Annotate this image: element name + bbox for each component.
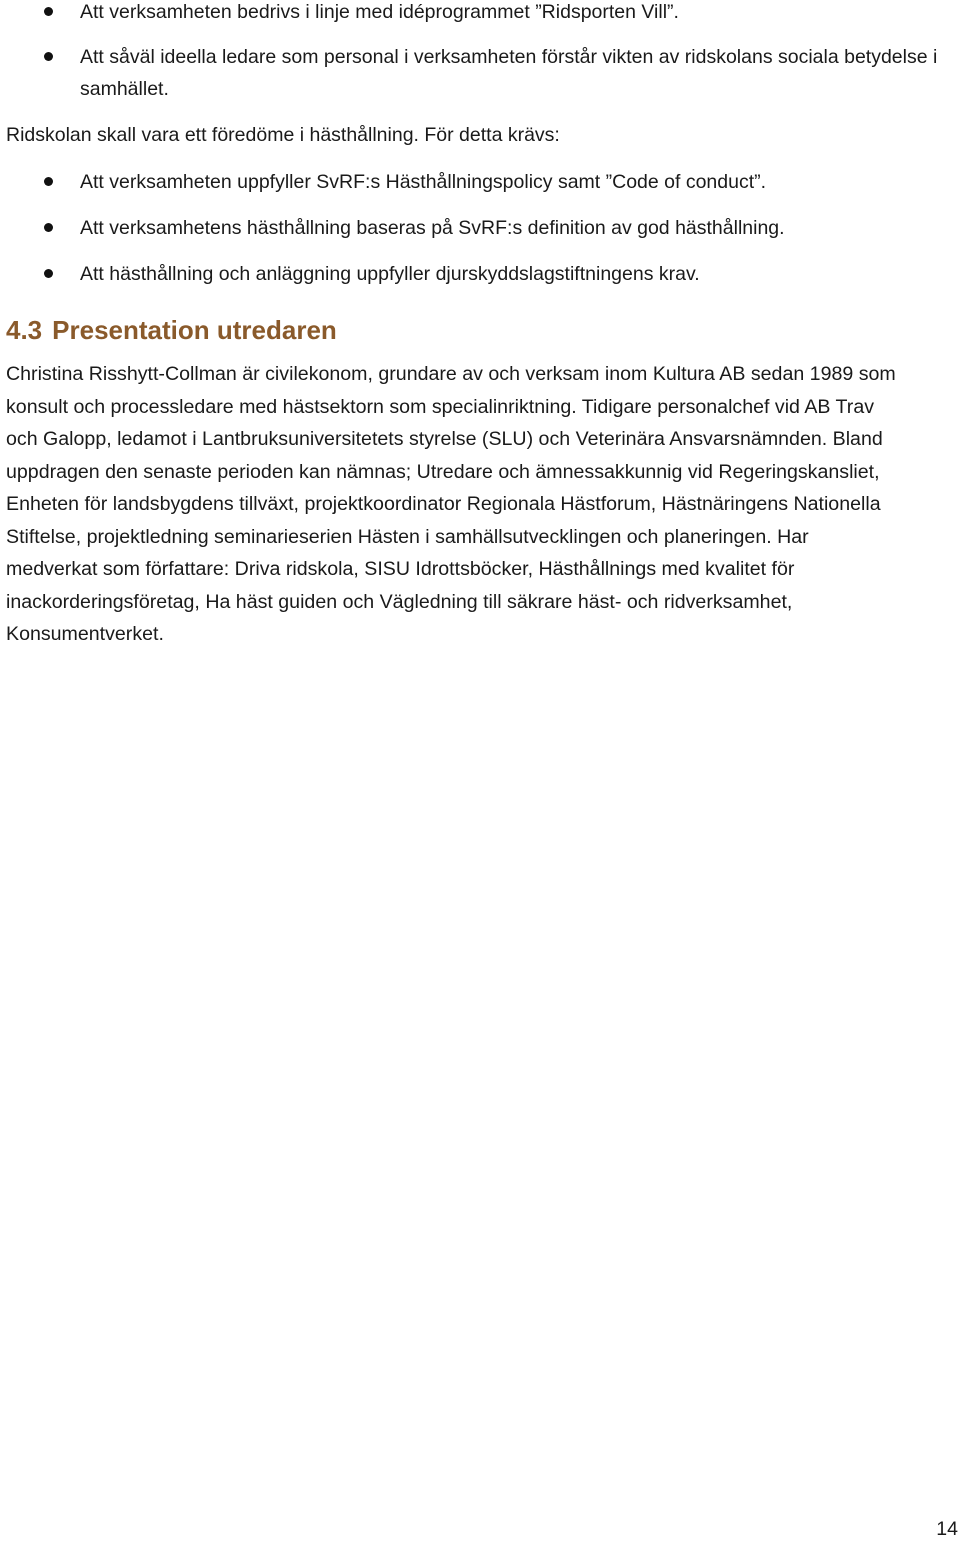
paragraph-line: konsult och processledare med hästsektorn som specialinriktning. Tidigare personalchef vid AB Trav — [6, 395, 875, 418]
bullet-icon — [44, 269, 53, 278]
section-number: 4.3 — [6, 315, 43, 345]
bullet-icon — [44, 223, 53, 232]
section-paragraph — [6, 358, 960, 651]
list-item-text: Att verksamhetens hästhållning baseras på SvRF:s definition av god hästhållning. — [80, 217, 785, 239]
paragraph-line: inackorderingsföretag, Ha häst guiden och Vägledning till säkrare häst- och ridverksamhet, — [6, 590, 793, 613]
paragraph-line: medverkat som författare: Driva ridskola, SISU Idrottsböcker, Hästhållnings med kvalitet för — [6, 558, 795, 580]
paragraph-line: uppdragen den senaste perioden kan nämnas; Utredare och ämnessakkunnig vid Regeringskansliet, — [6, 460, 880, 483]
paragraph-line: Christina Risshytt-Collman är civilekonom, grundare av och verksam inom Kultura AB sedan 1989 som — [6, 363, 896, 385]
section-title: Presentation utredaren — [52, 315, 337, 345]
list-item-text: Att verksamheten uppfyller SvRF:s Hästhållningspolicy samt ”Code of conduct”. — [80, 171, 767, 193]
paragraph-line: Enheten för landsbygdens tillväxt, projektkoordinator Regionala Hästforum, Hästnäringens Nationella — [6, 493, 881, 515]
bullet-icon — [44, 52, 53, 61]
intro-line: Ridskolan skall vara ett föredöme i hästhållning. För detta krävs: — [6, 124, 560, 146]
list-item-text: Att hästhållning och anläggning uppfyller djurskyddslagstiftningens krav. — [80, 263, 700, 285]
section-heading — [6, 312, 337, 348]
list-item-text: Att verksamheten bedrivs i linje med idéprogrammet ”Ridsporten Vill”. — [80, 1, 679, 23]
paragraph-line: Konsumentverket. — [6, 623, 164, 645]
bullet-icon — [44, 177, 53, 186]
paragraph-line: och Galopp, ledamot i Lantbruksuniversitetets styrelse (SLU) och Veterinära Ansvarsnämnden. Bland — [6, 428, 883, 450]
list-item-text: Att såväl ideella ledare som personal i verksamheten förstår vikten av ridskolans sociala betydelse i samhället. — [80, 46, 938, 100]
page-number: 14 — [936, 1518, 958, 1540]
bullet-icon — [44, 7, 53, 16]
paragraph-line: Stiftelse, projektledning seminarieserien Hästen i samhällsutvecklingen och planeringen. Har — [6, 525, 809, 548]
